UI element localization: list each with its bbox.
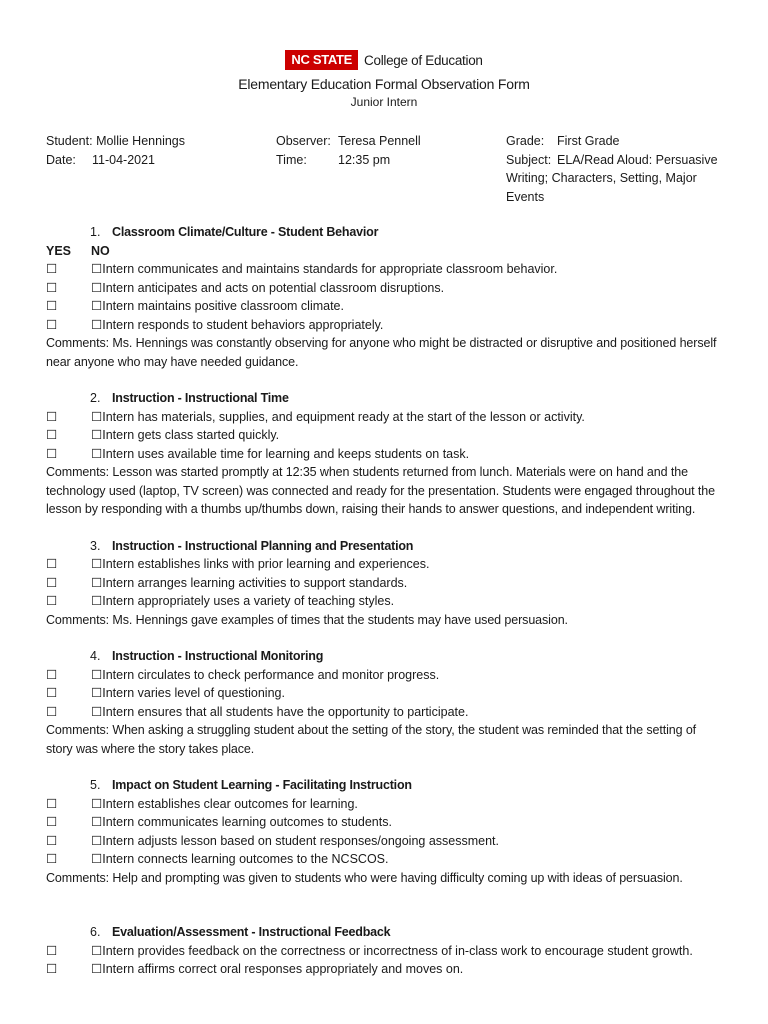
yes-checkbox[interactable]: ☐	[46, 575, 58, 590]
no-checkbox[interactable]: ☐	[91, 299, 103, 313]
criteria-text: Intern establishes links with prior learning and experiences.	[102, 557, 430, 571]
grade-label: Grade:	[506, 134, 545, 148]
section-heading: Instruction - Instructional Time	[112, 391, 289, 405]
section-title	[46, 923, 736, 942]
time-value: 12:35 pm	[338, 152, 391, 167]
criteria-text: Intern adjusts lesson based on student responses/ongoing assessment.	[102, 833, 499, 848]
criteria-text: Intern responds to student behaviors appropriately.	[102, 317, 384, 332]
section-spacer	[46, 758, 736, 776]
section-2	[46, 389, 736, 519]
criteria-text: Intern has materials, supplies, and equipment ready at the start of the lesson or activity.	[102, 409, 585, 424]
criteria-row	[46, 555, 736, 574]
criteria-row	[46, 850, 736, 869]
no-checkbox[interactable]: ☐	[91, 815, 103, 829]
no-checkbox[interactable]: ☐	[91, 852, 103, 866]
yes-checkbox[interactable]: ☐	[46, 428, 58, 442]
no-checkbox[interactable]: ☐	[91, 262, 103, 276]
yes-checkbox[interactable]: ☐	[46, 299, 58, 313]
yes-checkbox[interactable]: ☐	[46, 686, 58, 700]
yes-checkbox[interactable]: ☐	[46, 962, 58, 976]
student-label: Student:	[46, 134, 93, 148]
section-1	[46, 223, 736, 371]
yes-label: YES	[46, 243, 72, 258]
section-title	[46, 776, 736, 795]
section-title	[46, 537, 736, 556]
logo-unit: College of Education	[364, 52, 483, 68]
criteria-text: Intern uses available time for learning and keeps students on task.	[102, 446, 470, 461]
date-label: Date:	[46, 152, 76, 167]
grade-value: First Grade	[557, 134, 620, 148]
observation-sections	[46, 223, 736, 979]
criteria-row	[46, 666, 736, 685]
section-number: 5.	[90, 778, 101, 792]
subject-line-3: Events	[506, 189, 545, 204]
criteria-text: Intern maintains positive classroom climate.	[102, 299, 344, 313]
criteria-text: Intern varies level of questioning.	[102, 686, 285, 700]
form-title: Elementary Education Formal Observation Form	[238, 76, 530, 92]
criteria-text: Intern connects learning outcomes to the NCSCOS.	[102, 852, 389, 866]
no-checkbox[interactable]: ☐	[91, 943, 103, 958]
observer-label: Observer:	[276, 134, 331, 148]
logo-brand: NC STATE	[285, 50, 358, 70]
yes-checkbox[interactable]: ☐	[46, 667, 58, 682]
comments-line: Comments: Lesson was started promptly at 12:35 when students returned from lunch. Materials were on hand and the	[46, 465, 688, 479]
criteria-row	[46, 960, 736, 979]
no-checkbox[interactable]: ☐	[91, 409, 103, 424]
no-checkbox[interactable]: ☐	[91, 796, 103, 811]
criteria-row	[46, 279, 736, 298]
criteria-row	[46, 426, 736, 445]
observer-name: Teresa Pennell	[338, 134, 421, 148]
no-checkbox[interactable]: ☐	[91, 317, 103, 332]
criteria-row	[46, 684, 736, 703]
criteria-text: Intern communicates and maintains standards for appropriate classroom behavior.	[102, 262, 558, 276]
yes-checkbox[interactable]: ☐	[46, 446, 58, 461]
yes-checkbox[interactable]: ☐	[46, 557, 58, 571]
time-label: Time:	[276, 152, 307, 167]
section-spacer	[46, 519, 736, 537]
no-checkbox[interactable]: ☐	[91, 704, 103, 719]
no-checkbox[interactable]: ☐	[91, 280, 103, 295]
criteria-row	[46, 574, 736, 593]
info-col-grade	[506, 132, 718, 206]
criteria-row	[46, 703, 736, 722]
criteria-text: Intern provides feedback on the correctness or incorrectness of in-class work to encourage student growth.	[102, 943, 693, 958]
comments-line: story was where the story takes place.	[46, 741, 255, 756]
section-heading: Instruction - Instructional Monitoring	[112, 649, 324, 663]
student-name: Mollie Hennings	[96, 134, 185, 148]
comments-line: near anyone who may have needed guidance.	[46, 354, 299, 369]
section-heading: Evaluation/Assessment - Instructional Feedback	[112, 925, 391, 939]
section-5	[46, 776, 736, 887]
section-title	[46, 647, 736, 666]
criteria-text: Intern anticipates and acts on potential classroom disruptions.	[102, 280, 445, 295]
section-3	[46, 537, 736, 630]
yes-checkbox[interactable]: ☐	[46, 852, 58, 866]
section-heading: Instruction - Instructional Planning and Presentation	[112, 538, 414, 553]
yes-no-header	[46, 242, 736, 261]
form-header	[0, 50, 768, 109]
no-checkbox[interactable]: ☐	[91, 667, 103, 682]
criteria-text: Intern establishes clear outcomes for learning.	[102, 796, 358, 811]
no-checkbox[interactable]: ☐	[91, 833, 103, 848]
section-title	[46, 223, 736, 242]
criteria-row	[46, 408, 736, 427]
yes-checkbox[interactable]: ☐	[46, 280, 58, 295]
section-number: 3.	[90, 538, 101, 553]
criteria-row	[46, 297, 736, 316]
no-checkbox[interactable]: ☐	[91, 428, 103, 442]
comments-line: Comments: Help and prompting was given to students who were having difficulty coming up with ideas of persuasion.	[46, 870, 683, 885]
criteria-text: Intern arranges learning activities to support standards.	[102, 575, 408, 590]
comments-line: Comments: When asking a struggling student about the setting of the story, the student was reminded that the setting of	[46, 723, 697, 737]
section-spacer	[46, 887, 736, 923]
criteria-row	[46, 260, 736, 279]
no-checkbox[interactable]: ☐	[91, 962, 103, 976]
yes-checkbox[interactable]: ☐	[46, 704, 58, 719]
section-heading: Impact on Student Learning - Facilitating Instruction	[112, 778, 412, 792]
subject-label: Subject:	[506, 152, 552, 167]
yes-checkbox[interactable]: ☐	[46, 317, 58, 332]
yes-checkbox[interactable]: ☐	[46, 833, 58, 848]
comments-line: lesson by responding with a thumbs up/thumbs down, raising their hands to answer questions, and independent writing.	[46, 502, 696, 516]
date-value: 11-04-2021	[92, 152, 156, 167]
criteria-row	[46, 316, 736, 335]
criteria-row	[46, 832, 736, 851]
criteria-row	[46, 592, 736, 611]
no-label: NO	[91, 243, 110, 258]
section-4	[46, 647, 736, 758]
comments-line: Comments: Ms. Hennings gave examples of times that the students may have used persuasion.	[46, 612, 568, 627]
info-col-student	[46, 132, 185, 169]
section-spacer	[46, 629, 736, 647]
criteria-text: Intern communicates learning outcomes to students.	[102, 815, 392, 829]
comments-line: technology used (laptop, TV screen) was connected and ready for the presentation. Students were engaged throughout the	[46, 483, 715, 498]
criteria-row	[46, 942, 736, 961]
no-checkbox[interactable]: ☐	[91, 557, 103, 571]
no-checkbox[interactable]: ☐	[91, 446, 103, 461]
no-checkbox[interactable]: ☐	[91, 686, 103, 700]
yes-checkbox[interactable]: ☐	[46, 594, 58, 608]
criteria-text: Intern ensures that all students have the opportunity to participate.	[102, 704, 469, 719]
criteria-text: Intern gets class started quickly.	[102, 428, 280, 442]
yes-checkbox[interactable]: ☐	[46, 796, 58, 811]
yes-checkbox[interactable]: ☐	[46, 815, 58, 829]
section-6	[46, 923, 736, 979]
info-col-observer	[276, 132, 421, 169]
section-number: 4.	[90, 649, 101, 663]
subject-line-2: Writing; Characters, Setting, Major	[506, 171, 697, 185]
criteria-row	[46, 813, 736, 832]
subject-line-1: ELA/Read Aloud: Persuasive	[557, 152, 718, 167]
criteria-row	[46, 445, 736, 464]
section-heading: Classroom Climate/Culture - Student Behavior	[112, 225, 379, 239]
section-title	[46, 389, 736, 408]
yes-checkbox[interactable]: ☐	[46, 943, 58, 958]
criteria-row	[46, 795, 736, 814]
section-number: 2.	[90, 391, 101, 405]
section-number: 6.	[90, 925, 101, 939]
ncstate-logo	[0, 50, 768, 70]
criteria-text: Intern appropriately uses a variety of teaching styles.	[102, 594, 395, 608]
yes-checkbox[interactable]: ☐	[46, 262, 58, 276]
criteria-text: Intern affirms correct oral responses appropriately and moves on.	[102, 962, 464, 976]
yes-checkbox[interactable]: ☐	[46, 409, 58, 424]
comments-line: Comments: Ms. Hennings was constantly observing for anyone who might be distracted or disruptive and positioned herself	[46, 336, 717, 350]
section-number: 1.	[90, 225, 101, 239]
form-subtitle: Junior Intern	[350, 95, 418, 109]
criteria-text: Intern circulates to check performance and monitor progress.	[102, 667, 440, 682]
no-checkbox[interactable]: ☐	[91, 575, 103, 590]
section-spacer	[46, 371, 736, 389]
no-checkbox[interactable]: ☐	[91, 594, 103, 608]
